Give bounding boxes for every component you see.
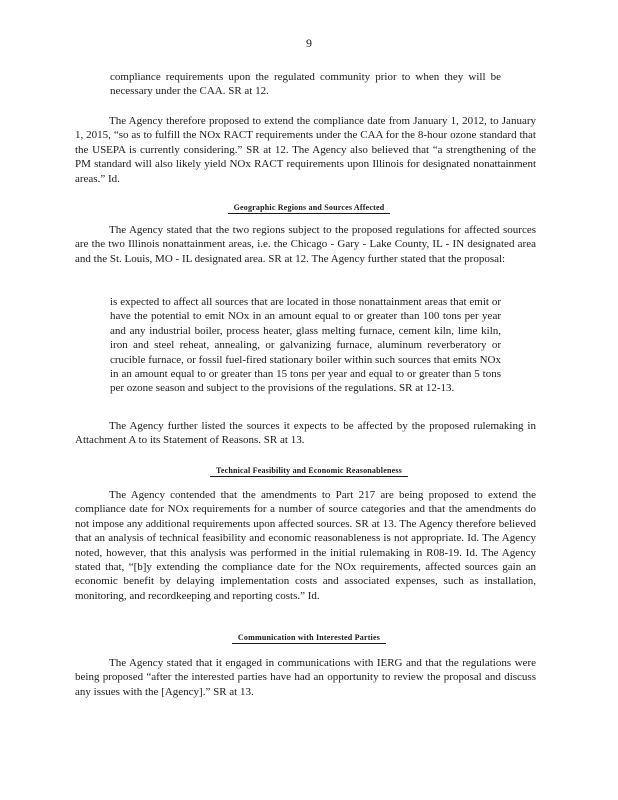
paragraph-attachment: The Agency further listed the sources it expects to be affected by the proposed rulemaking in Attachment A to its Statement of Reasons. SR at 13. [75,420,536,447]
paragraph-continuation: compliance requirements upon the regulated community prior to when they will be necessary under the CAA. SR at 12. [110,71,501,98]
block-quote-proposal: is expected to affect all sources that are located in those nonattainment areas that emit or have the potential to emit NOx in an amount equal to or greater than 100 tons per year and any industrial boiler, process heater, glass melting furnace, cement kiln, lime kiln, iron and steel reheat, annealing, or galvanizing furnace, aluminum reverberatory or crucible furnace, or fossil fuel-fired stationary boiler within such sources that emits NOx in an amount equal to or greater than 15 tons per year and equal to or greater than 5 tons per ozone season and subject to the provisions of the regulations. SR at 12-13. [110,296,501,395]
heading-text: Geographic Regions and Sources Affected [228,203,391,214]
paragraph-compliance-date: The Agency therefore proposed to extend the compliance date from January 1, 2012, to January 1, 2015, “so as to fulfill the NOx RACT requirements under the CAA for the 8-hour ozone standard that the USEPA is currently considering.” SR at 12. The Agency also believed that “a strengthening of the PM standard will also likely yield NOx RACT requirements upon Illinois for designated nonattainment areas.” Id. [75,115,536,185]
paragraph-regions: The Agency stated that the two regions subject to the proposed regulations for affected sources are the two Illinois nonattainment areas, i.e. the Chicago - Gary - Lake County, IL - IN designated area and the St. Louis, MO - IL designated area. SR at 12. The Agency further stated that the proposal: [75,224,536,265]
heading-communication [0,631,618,645]
heading-text: Communication with Interested Parties [232,633,386,644]
paragraph-economic: The Agency contended that the amendments to Part 217 are being proposed to extend the compliance date for NOx requirements for a number of source categories and that the amendments do not impose any additional requirements upon affected sources. SR at 13. The Agency therefore believed that an analysis of technical feasibility and economic reasonableness is not appropriate. Id. The Agency noted, however, that this analysis was performed in the initial rulemaking in R08-19. Id. The Agency stated that, “[b]y extending the compliance date for the NOx requirements, affected sources gain an economic benefit by delaying implementation costs and associated expenses, such as installation, monitoring, and recordkeeping and reporting costs.” Id. [75,489,536,602]
page-number: 9 [306,36,312,50]
heading-geographic-regions [0,201,618,215]
heading-text: Technical Feasibility and Economic Reasonableness [210,466,408,477]
heading-technical-feasibility [0,464,618,478]
paragraph-communication: The Agency stated that it engaged in communications with IERG and that the regulations were being proposed “after the interested parties have had an opportunity to review the proposal and discuss any issues with the [Agency].” SR at 13. [75,657,536,698]
